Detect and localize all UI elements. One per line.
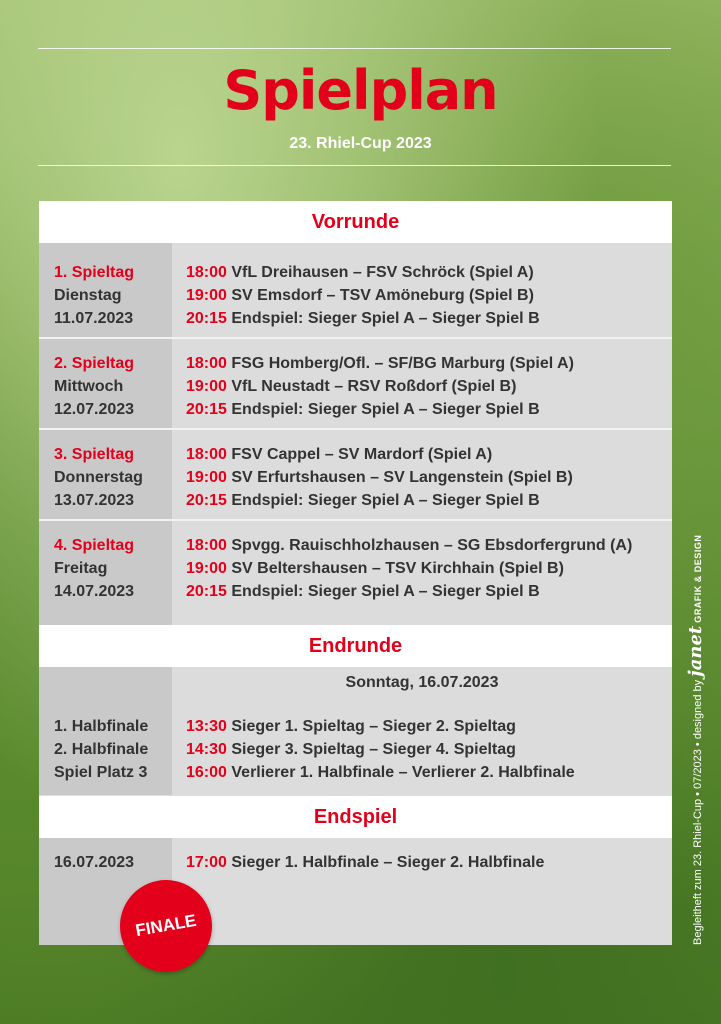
matchday-4 [39, 521, 672, 625]
section-heading-vorrunde: Vorrunde [39, 201, 672, 243]
game-text: VfL Neustadt – RSV Roßdorf (Spiel B) [231, 378, 517, 395]
game-list [186, 352, 574, 421]
game-time: 19:00 [186, 469, 227, 486]
matchday-weekday: Mittwoch [54, 378, 124, 395]
game-text: Endspiel: Sieger Spiel A – Sieger Spiel B [231, 310, 540, 327]
game-row [186, 557, 632, 580]
endspiel-date: 16.07.2023 [54, 854, 135, 871]
matchday-info [54, 352, 134, 421]
credit-prefix: Begleitheft zum 23. Rhiel-Cup • 07/2023 • designed by [692, 679, 704, 945]
game-text: SV Beltershausen – TSV Kirchhain (Spiel B) [231, 560, 564, 577]
endrunde-labels [54, 715, 148, 784]
matchday-date: 11.07.2023 [54, 310, 134, 327]
game-text: SV Erfurtshausen – SV Langenstein (Spiel B) [231, 469, 573, 486]
game-row [186, 375, 574, 398]
schedule-panel [39, 201, 672, 945]
game-time: 20:15 [186, 583, 227, 600]
matchday-3 [39, 430, 672, 518]
game-list [186, 851, 544, 874]
game-row [186, 715, 575, 738]
game-text: Verlierer 1. Halbfinale – Verlierer 2. Halbfinale [231, 764, 575, 781]
matchday-info [54, 443, 143, 512]
game-row [186, 284, 540, 307]
matchday-label: 2. Spieltag [54, 355, 135, 372]
game-list [186, 534, 632, 603]
round-label: 2. Halbfinale [54, 741, 149, 758]
bottom-rule [38, 165, 671, 166]
game-time: 20:15 [186, 401, 227, 418]
game-time: 13:30 [186, 718, 227, 735]
game-list [186, 443, 573, 512]
game-time: 18:00 [186, 264, 227, 281]
game-time: 19:00 [186, 378, 227, 395]
game-time: 16:00 [186, 764, 227, 781]
game-row [186, 489, 573, 512]
matchday-info [54, 261, 134, 330]
game-time: 17:00 [186, 854, 227, 871]
game-row [186, 851, 544, 874]
game-text: Sieger 1. Halbfinale – Sieger 2. Halbfinale [231, 854, 545, 871]
matchday-label: 3. Spieltag [54, 446, 135, 463]
matchday-info [54, 534, 134, 603]
game-time: 19:00 [186, 560, 227, 577]
matchday-date: 12.07.2023 [54, 401, 135, 418]
round-label: 1. Halbfinale [54, 718, 149, 735]
section-heading-endrunde: Endrunde [39, 625, 672, 667]
page-title: Spielplan [223, 59, 498, 122]
page-subtitle: 23. Rhiel-Cup 2023 [289, 135, 432, 152]
round-label: Spiel Platz 3 [54, 764, 148, 781]
game-row [186, 261, 540, 284]
game-text: Endspiel: Sieger Spiel A – Sieger Spiel B [231, 583, 540, 600]
game-time: 18:00 [186, 446, 227, 463]
matchday-weekday: Freitag [54, 560, 108, 577]
game-time: 18:00 [186, 537, 227, 554]
designer-logo: janet [685, 625, 706, 677]
designer-credit [685, 534, 706, 945]
endrunde-games [39, 715, 672, 795]
game-time: 20:15 [186, 492, 227, 509]
game-text: SV Emsdorf – TSV Amöneburg (Spiel B) [231, 287, 534, 304]
game-list [186, 261, 540, 330]
game-text: Endspiel: Sieger Spiel A – Sieger Spiel B [231, 401, 540, 418]
matchday-1 [39, 243, 672, 331]
section-heading-endspiel: Endspiel [39, 796, 672, 838]
matchday-weekday: Donnerstag [54, 469, 143, 486]
game-row [186, 534, 632, 557]
matchday-2 [39, 339, 672, 427]
top-rule [38, 48, 671, 49]
game-row [186, 738, 575, 761]
designer-tagline: GRAFIK & DESIGN [693, 534, 703, 623]
game-row [186, 761, 575, 784]
game-list [186, 715, 575, 784]
endrunde-date: Sonntag, 16.07.2023 [345, 674, 499, 691]
game-text: Sieger 1. Spieltag – Sieger 2. Spieltag [231, 718, 516, 735]
game-text: Endspiel: Sieger Spiel A – Sieger Spiel B [231, 492, 540, 509]
game-text: Spvgg. Rauischholzhausen – SG Ebsdorfergrund (A) [231, 537, 633, 554]
game-row [186, 466, 573, 489]
game-row [186, 443, 573, 466]
game-row [186, 352, 574, 375]
game-row [186, 580, 632, 603]
game-time: 19:00 [186, 287, 227, 304]
matchday-date: 14.07.2023 [54, 583, 135, 600]
game-row [186, 307, 540, 330]
game-text: FSV Cappel – SV Mardorf (Spiel A) [231, 446, 493, 463]
game-row [186, 398, 574, 421]
finale-badge: FINALE [113, 873, 220, 980]
endspiel-game [39, 851, 672, 881]
game-time: 20:15 [186, 310, 227, 327]
matchday-label: 1. Spieltag [54, 264, 135, 281]
matchday-label: 4. Spieltag [54, 537, 135, 554]
game-text: FSG Homberg/Ofl. – SF/BG Marburg (Spiel A) [231, 355, 574, 372]
game-text: VfL Dreihausen – FSV Schröck (Spiel A) [231, 264, 534, 281]
matchday-date: 13.07.2023 [54, 492, 135, 509]
matchday-weekday: Dienstag [54, 287, 122, 304]
game-time: 14:30 [186, 741, 227, 758]
game-text: Sieger 3. Spieltag – Sieger 4. Spieltag [231, 741, 516, 758]
game-time: 18:00 [186, 355, 227, 372]
